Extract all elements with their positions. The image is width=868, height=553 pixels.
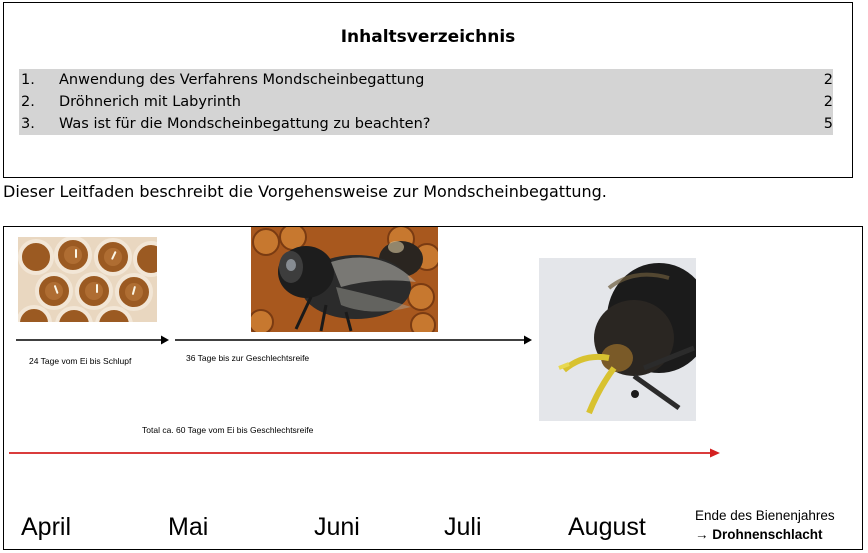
toc-item-page: 5	[823, 116, 833, 132]
toc-title: Inhaltsverzeichnis	[340, 27, 516, 47]
egg-comb-photo	[18, 237, 157, 322]
arrow-egg-to-hatch	[15, 334, 170, 346]
toc-item-label: Was ist für die Mondscheinbegattung zu beachten?	[59, 116, 431, 132]
drone-closeup-photo	[539, 258, 696, 421]
toc-item-number: 1.	[21, 72, 35, 88]
toc-item-label: Dröhnerich mit Labyrinth	[59, 94, 241, 110]
month-juni: Juni	[314, 513, 360, 541]
toc-item-2[interactable]	[19, 91, 833, 113]
toc-item-page: 2	[823, 94, 833, 110]
month-august: August	[568, 513, 646, 541]
arrow-total	[8, 447, 722, 459]
month-april: April	[21, 513, 72, 541]
drone-bee-photo	[251, 227, 438, 332]
arrow-maturity	[174, 334, 534, 346]
caption-maturity: 36 Tage bis zur Geschlechtsreife	[186, 353, 310, 363]
caption-total: Total ca. 60 Tage vom Ei bis Geschlechtsreife	[142, 425, 314, 435]
toc-list	[19, 69, 833, 135]
month-mai: Mai	[168, 513, 209, 541]
season-end-line1: Ende des Bienenjahres	[695, 508, 835, 523]
month-juli: Juli	[444, 513, 482, 541]
toc-box	[3, 2, 853, 178]
intro-text: Dieser Leitfaden beschreibt die Vorgehensweise zur Mondscheinbegattung.	[3, 182, 607, 201]
season-end-line2: → Drohnenschlacht	[695, 527, 823, 542]
toc-item-number: 2.	[21, 94, 35, 110]
toc-item-3[interactable]	[19, 113, 833, 135]
toc-item-1[interactable]	[19, 69, 833, 91]
toc-item-page: 2	[823, 72, 833, 88]
toc-item-label: Anwendung des Verfahrens Mondscheinbegattung	[59, 72, 425, 88]
toc-item-number: 3.	[21, 116, 35, 132]
caption-egg-to-hatch: 24 Tage vom Ei bis Schlupf	[29, 356, 132, 366]
season-end-note	[695, 506, 835, 544]
